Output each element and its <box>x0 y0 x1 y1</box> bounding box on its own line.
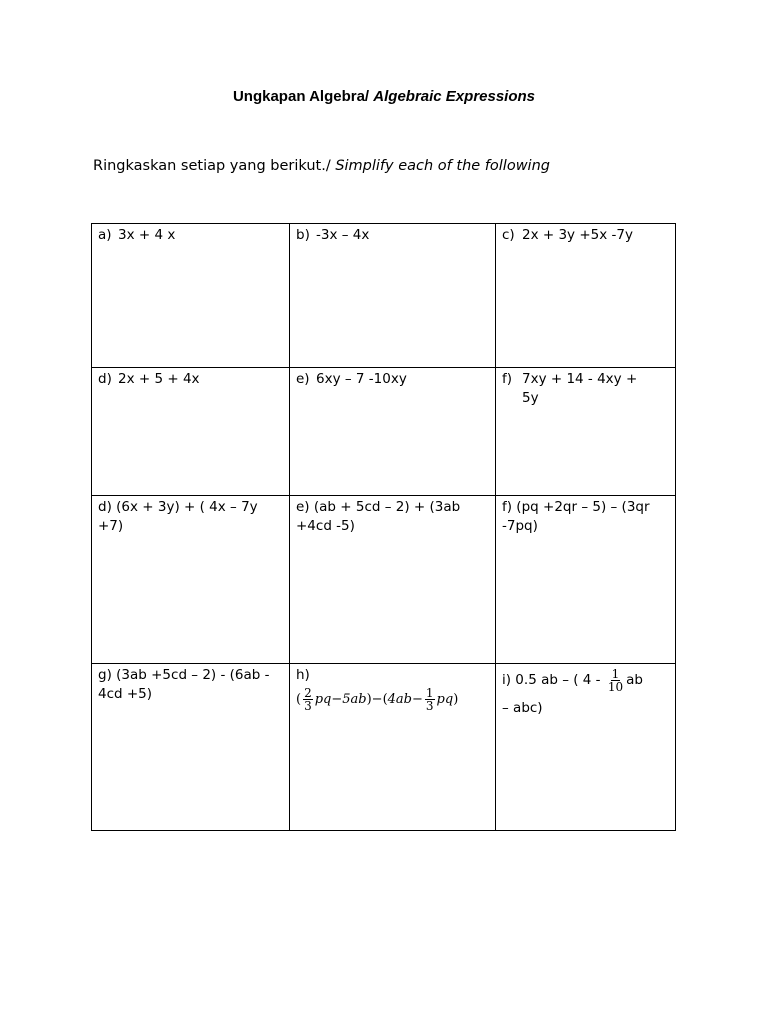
question-text: -3x – 4x <box>316 227 370 243</box>
question-label: c) <box>502 227 515 243</box>
page-title <box>0 88 768 105</box>
title-english: Algebraic Expressions <box>373 88 536 105</box>
question-text-line1: 7xy + 14 - 4xy + <box>522 371 638 387</box>
question-cell-e1 <box>290 368 496 496</box>
question-text: e) (ab + 5cd – 2) + (3ab +4cd -5) <box>296 499 461 534</box>
question-text: 2x + 5 + 4x <box>118 371 200 387</box>
math-expression <box>296 687 458 712</box>
denominator: 3 <box>425 699 434 713</box>
fraction <box>425 687 435 712</box>
title-malay: Ungkapan Algebra/ <box>232 88 374 105</box>
question-cell-f2 <box>496 496 676 664</box>
question-cell-e2 <box>290 496 496 664</box>
question-cell-b <box>290 224 496 368</box>
table-row <box>92 496 676 664</box>
exercise-table <box>91 223 676 831</box>
question-text: 2x + 3y +5x -7y <box>522 227 633 243</box>
term: pq <box>436 692 454 707</box>
question-cell-c <box>496 224 676 368</box>
paren: ( <box>296 692 302 707</box>
question-text-line2: – abc) <box>502 700 543 716</box>
table-row <box>92 664 676 831</box>
question-cell-d2 <box>92 496 290 664</box>
question-text-line2: 5y <box>522 390 539 406</box>
table-row <box>92 224 676 368</box>
question-label: d) <box>98 371 112 387</box>
numerator: 2 <box>304 686 312 700</box>
question-label: h) <box>296 667 310 683</box>
fraction <box>303 687 313 712</box>
question-cell-f1 <box>496 368 676 496</box>
question-label: b) <box>296 227 310 243</box>
numerator: 1 <box>425 686 434 700</box>
question-text-prefix: i) 0.5 ab – ( 4 - <box>502 672 605 688</box>
paren: )−( <box>366 692 388 707</box>
instruction-malay: Ringkaskan setiap yang berikut./ <box>93 158 336 174</box>
term: pq−5ab <box>314 692 367 707</box>
question-cell-h <box>290 664 496 831</box>
term: 4ab− <box>387 692 423 707</box>
table-row <box>92 368 676 496</box>
numerator: 1 <box>611 667 620 681</box>
question-text: g) (3ab +5cd – 2) - (6ab - 4cd +5) <box>98 667 270 702</box>
question-text: 6xy – 7 -10xy <box>316 371 407 387</box>
question-label: e) <box>296 371 310 387</box>
instruction <box>93 158 550 174</box>
question-cell-a <box>92 224 290 368</box>
question-text: f) (pq +2qr – 5) – (3qr -7pq) <box>502 499 650 534</box>
denominator: 3 <box>304 699 312 713</box>
denominator: 10 <box>607 680 624 694</box>
question-cell-g <box>92 664 290 831</box>
question-text-suffix: ab <box>626 672 643 688</box>
question-text: d) (6x + 3y) + ( 4x – 7y +7) <box>98 499 258 534</box>
question-label: f) <box>502 371 513 387</box>
question-label: a) <box>98 227 112 243</box>
question-cell-d1 <box>92 368 290 496</box>
fraction <box>607 668 624 693</box>
question-text: 3x + 4 x <box>118 227 176 243</box>
question-cell-i <box>496 664 676 831</box>
instruction-english: Simplify each of the following <box>335 158 550 174</box>
paren: ) <box>453 692 459 707</box>
